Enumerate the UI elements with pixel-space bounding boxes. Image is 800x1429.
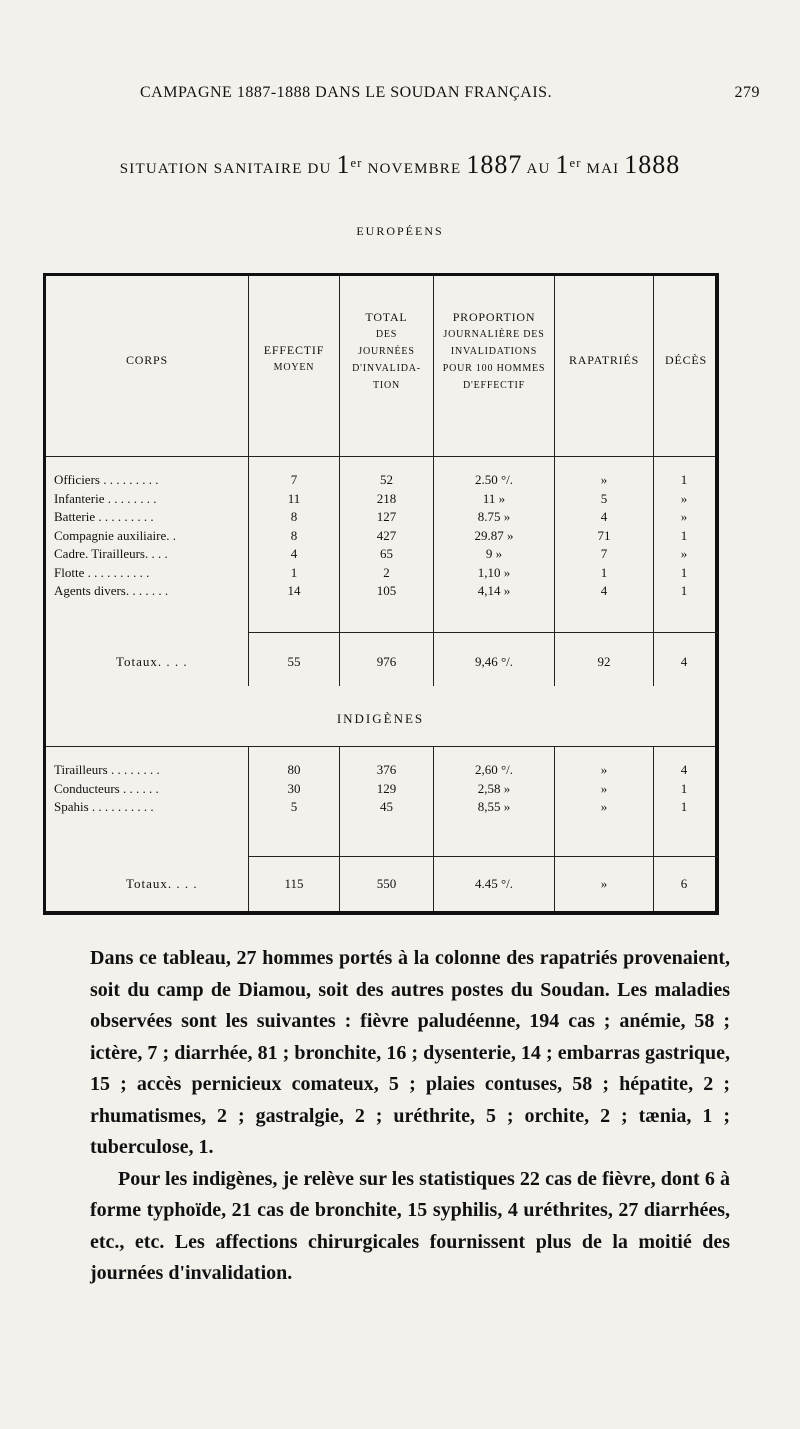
cell-effectif: 4 bbox=[290, 546, 298, 561]
cell-deces: 1 bbox=[680, 583, 688, 598]
cell-effectif: 8 bbox=[290, 527, 298, 543]
cell-corps: Cadre. Tirailleurs. . . . bbox=[54, 546, 168, 561]
title-part1: SITUATION SANITAIRE DU bbox=[119, 161, 337, 177]
cell-effectif: 14 bbox=[287, 583, 301, 598]
cell-corps: Spahis . . . . . . . . . . bbox=[54, 799, 154, 814]
header-proportion-l4: POUR 100 HOMMES bbox=[442, 363, 546, 374]
cell-total: 45 bbox=[380, 799, 393, 814]
cell-proportion: 2,60 °/. bbox=[474, 762, 514, 777]
cell-rapatries: » bbox=[600, 780, 608, 796]
cell-effectif: 7 bbox=[290, 472, 298, 487]
header-deces: DÉCÈS bbox=[664, 353, 707, 367]
header-rapatries: RAPATRIÉS bbox=[568, 353, 640, 367]
cell-rapatries: 1 bbox=[600, 564, 608, 580]
cell-corps: Officiers . . . . . . . . . bbox=[54, 472, 159, 487]
cell-deces: 1 bbox=[680, 799, 688, 814]
table-row bbox=[46, 565, 715, 582]
sanitary-table bbox=[43, 273, 719, 915]
cell-proportion: 2.50 °/. bbox=[474, 472, 514, 487]
cell-deces: 1 bbox=[680, 527, 688, 543]
title-part3: AU bbox=[522, 161, 556, 177]
cell-deces: 4 bbox=[680, 762, 688, 777]
header-rule bbox=[46, 456, 715, 457]
running-header-title: CAMPAGNE 1887-1888 DANS LE SOUDAN FRANÇAIS. bbox=[140, 84, 553, 101]
totals-deces: 6 bbox=[680, 876, 688, 891]
section-indigenes-title: INDIGÈNES bbox=[336, 711, 425, 726]
table-row bbox=[46, 509, 715, 526]
totals-label: Totaux. . . . bbox=[116, 654, 188, 669]
header-effectif-l2: MOYEN bbox=[273, 362, 315, 373]
cell-total: 65 bbox=[380, 546, 393, 561]
title-sup1: er bbox=[350, 156, 363, 170]
table-row bbox=[46, 546, 715, 563]
title-year1: 1887 bbox=[466, 150, 523, 179]
totals-rapatries: 92 bbox=[597, 654, 611, 669]
cell-deces: 1 bbox=[680, 472, 688, 487]
header-proportion-l3: INVALIDATIONS bbox=[450, 346, 538, 357]
paragraph-1: Dans ce tableau, 27 hommes portés à la colonne des rapatriés provenaient, soit du camp de Diamou, soit des autres postes du Soudan. Les maladies observées sont les suivantes : fièvre paludéenne, 194 cas ; anémie, 58 ; ictère, 7 ; diarrhée, 81 ; bronchite, 16 ; dysenterie, 14 ; embarras gastrique, 15 ; accès pernicieux comateux, 5 ; plaies contuses, 58 ; hépatite, 2 ; rhumatismes, 2 ; gastralgie, 2 ; uréthrite, 5 ; orchite, 2 ; tænia, 1 ; tuberculose, 1. bbox=[90, 947, 730, 1158]
header-effectif bbox=[249, 342, 339, 376]
cell-effectif: 1 bbox=[290, 564, 298, 580]
cell-total: 427 bbox=[376, 527, 397, 543]
header-total-l5: TION bbox=[372, 380, 401, 391]
cell-proportion: 8.75 » bbox=[477, 509, 511, 524]
table-row bbox=[46, 528, 715, 545]
title-year2: 1888 bbox=[624, 150, 681, 179]
header-total-l4: D'INVALIDA- bbox=[352, 363, 421, 374]
totals-proportion: 4.45 °/. bbox=[474, 876, 514, 891]
totals-total: 976 bbox=[376, 654, 397, 669]
cell-total: 52 bbox=[380, 472, 393, 487]
cell-effectif: 11 bbox=[287, 490, 301, 506]
cell-effectif: 5 bbox=[290, 799, 298, 814]
cell-total: 376 bbox=[376, 762, 397, 777]
cell-total: 105 bbox=[376, 583, 397, 598]
totals-label: Totaux. . . . bbox=[126, 876, 198, 891]
body-text bbox=[90, 943, 730, 1290]
header-effectif-l1: EFFECTIF bbox=[263, 343, 325, 357]
page-number: 279 bbox=[734, 84, 760, 101]
cell-rapatries: » bbox=[600, 762, 608, 777]
cell-proportion: 1,10 » bbox=[477, 564, 511, 580]
cell-effectif: 30 bbox=[287, 780, 301, 796]
paragraph-2: Pour les indigènes, je relève sur les statistiques 22 cas de fièvre, dont 6 à forme typhoïde, 21 cas de bronchite, 15 syphilis, 4 uréthrites, 27 diarrhées, etc., etc. Les affections chirurgicales fournissent plus de la moitié des journées d'invalidation. bbox=[90, 1167, 730, 1284]
table-title bbox=[0, 150, 800, 180]
table-row bbox=[46, 762, 715, 779]
cell-deces: » bbox=[680, 509, 688, 524]
europeens-totals-row bbox=[46, 654, 715, 671]
title-sup2: er bbox=[569, 156, 582, 170]
indigenes-rule bbox=[46, 746, 715, 747]
totals-rapatries: » bbox=[600, 876, 608, 891]
cell-corps: Compagnie auxiliaire. . bbox=[54, 527, 177, 543]
totals-effectif: 115 bbox=[284, 876, 304, 891]
cell-corps: Batterie . . . . . . . . . bbox=[54, 509, 154, 524]
cell-total: 218 bbox=[376, 490, 397, 506]
cell-effectif: 80 bbox=[287, 762, 301, 777]
cell-corps: Infanterie . . . . . . . . bbox=[54, 490, 157, 506]
cell-deces: » bbox=[680, 546, 688, 561]
cell-rapatries: » bbox=[600, 472, 608, 487]
header-proportion bbox=[434, 309, 554, 394]
cell-total: 2 bbox=[383, 564, 390, 580]
cell-proportion: 8,55 » bbox=[477, 799, 511, 814]
cell-proportion: 2,58 » bbox=[477, 780, 511, 796]
totals-rule bbox=[248, 856, 718, 857]
totals-proportion: 9,46 °/. bbox=[474, 654, 514, 669]
table-row bbox=[46, 781, 715, 798]
cell-rapatries: 4 bbox=[600, 509, 608, 524]
header-total-l2: DES bbox=[375, 329, 398, 340]
cell-deces: 1 bbox=[680, 564, 688, 580]
cell-proportion: 9 » bbox=[485, 546, 503, 561]
cell-corps: Agents divers. . . . . . . bbox=[54, 583, 169, 598]
header-total-l1: TOTAL bbox=[365, 310, 408, 324]
totals-deces: 4 bbox=[680, 654, 688, 669]
cell-proportion: 11 » bbox=[482, 490, 506, 506]
cell-rapatries: 7 bbox=[600, 546, 608, 561]
title-num2: 1 bbox=[555, 150, 570, 179]
cell-proportion: 4,14 » bbox=[477, 583, 511, 598]
header-proportion-l2: JOURNALIÈRE DES bbox=[443, 329, 545, 340]
cell-total: 127 bbox=[376, 509, 397, 524]
header-proportion-l5: D'EFFECTIF bbox=[462, 380, 526, 391]
cell-total: 129 bbox=[376, 780, 397, 796]
cell-deces: 1 bbox=[680, 780, 688, 796]
cell-rapatries: 5 bbox=[600, 490, 608, 506]
totals-effectif: 55 bbox=[287, 654, 301, 669]
cell-proportion: 29.87 » bbox=[474, 527, 514, 543]
cell-effectif: 8 bbox=[290, 509, 298, 524]
header-corps: CORPS bbox=[125, 353, 169, 367]
table-row bbox=[46, 799, 715, 816]
title-part2: NOVEMBRE bbox=[362, 161, 467, 177]
table-row bbox=[46, 491, 715, 508]
section-europeens-title: EUROPÉENS bbox=[356, 224, 444, 238]
cell-corps: Flotte . . . . . . . . . . bbox=[54, 564, 150, 580]
table-row bbox=[46, 583, 715, 600]
indigenes-totals-row bbox=[46, 876, 715, 893]
cell-rapatries: » bbox=[600, 799, 608, 814]
cell-corps: Tirailleurs . . . . . . . . bbox=[54, 762, 160, 777]
table-row bbox=[46, 472, 715, 489]
title-num1: 1 bbox=[336, 150, 351, 179]
header-total-l3: JOURNÉES bbox=[358, 346, 415, 357]
title-part4: MAI bbox=[581, 161, 625, 177]
totals-total: 550 bbox=[376, 876, 397, 891]
running-header bbox=[140, 84, 760, 102]
cell-rapatries: 71 bbox=[597, 527, 611, 543]
cell-rapatries: 4 bbox=[600, 583, 608, 598]
header-total bbox=[340, 309, 433, 394]
cell-deces: » bbox=[680, 490, 688, 506]
totals-rule bbox=[248, 632, 718, 633]
cell-corps: Conducteurs . . . . . . bbox=[54, 780, 159, 796]
header-proportion-l1: PROPORTION bbox=[452, 310, 536, 324]
